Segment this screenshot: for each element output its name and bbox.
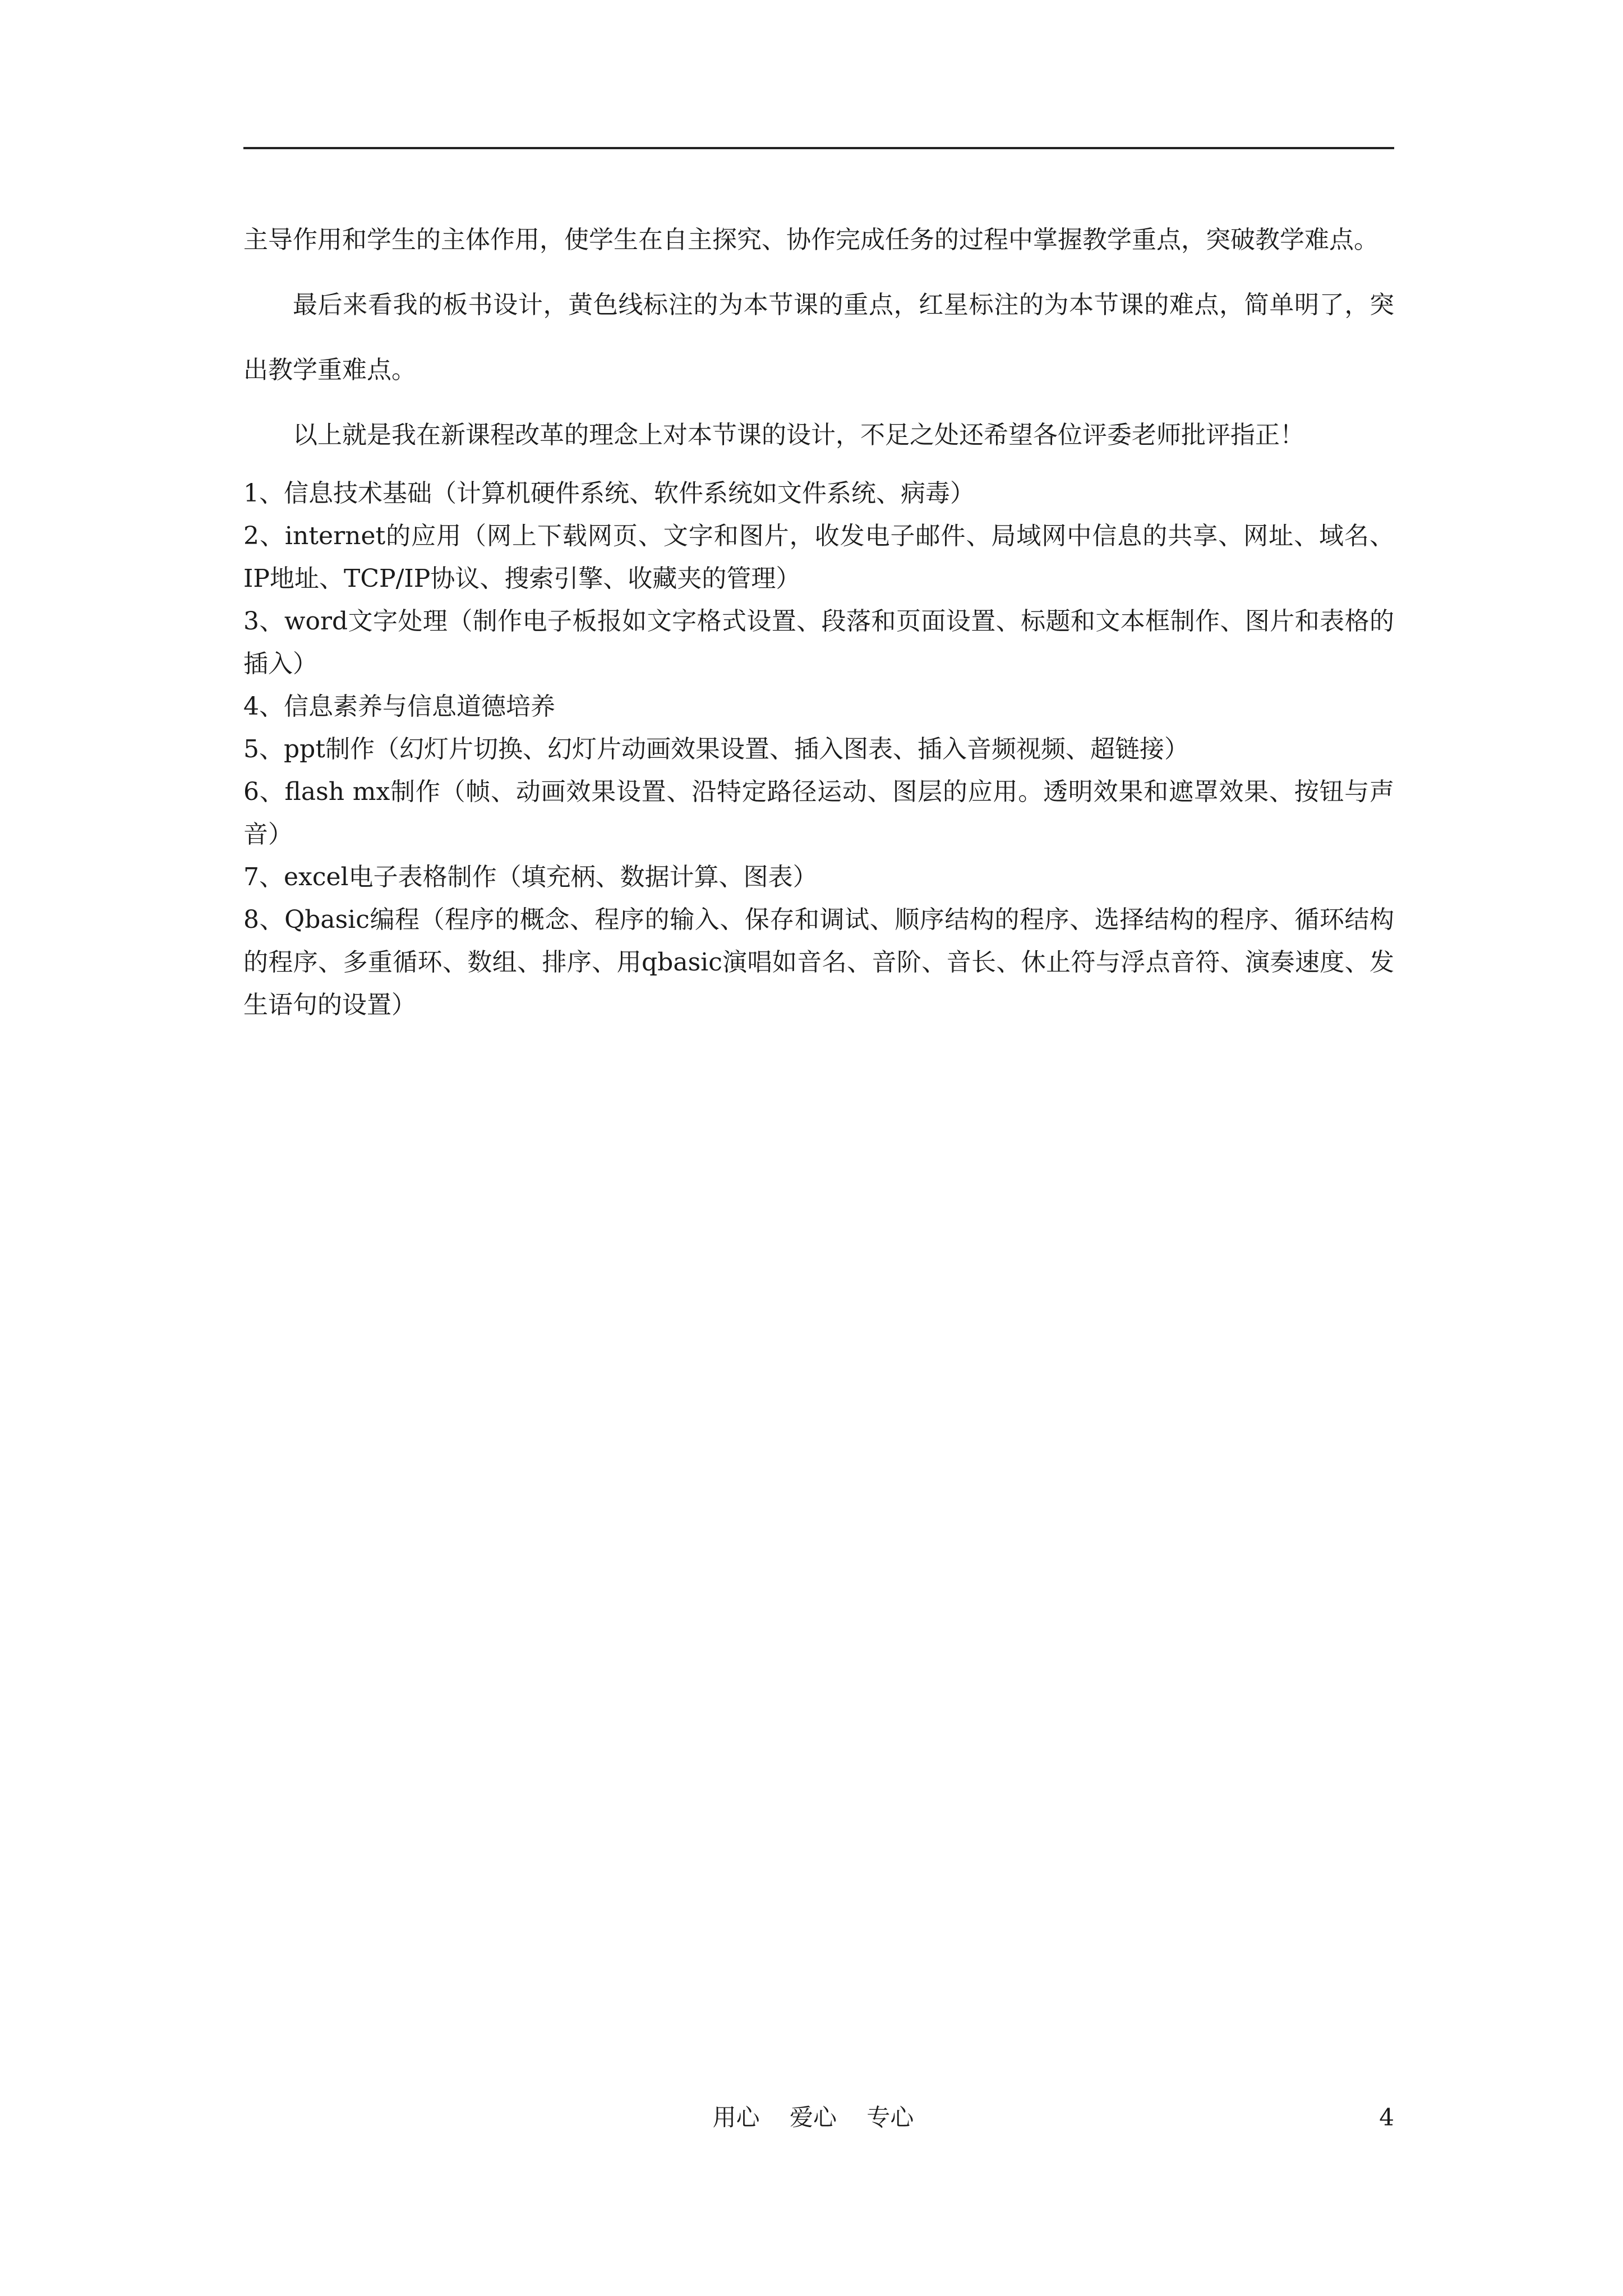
page-number: 4	[1379, 2104, 1394, 2131]
list-item: 1、信息技术基础（计算机硬件系统、软件系统如文件系统、病毒）	[243, 479, 975, 508]
footer-motto: 用心 爱心 专心	[712, 2104, 914, 2131]
paragraph-blackboard-design: 最后来看我的板书设计，黄色线标注的为本节课的重点，红星标注的为本节课的难点，简单明了，突出教学重难点。	[243, 291, 1394, 384]
list-item: 4、信息素养与信息道德培养	[243, 692, 555, 721]
list-item: 5、ppt制作（幻灯片切换、幻灯片动画效果设置、插入图表、插入音频视频、超链接）	[243, 735, 1189, 763]
header-rule	[243, 147, 1394, 149]
list-item: 3、word文字处理（制作电子板报如文字格式设置、段落和页面设置、标题和文本框制作、图片和表格的插入）	[243, 607, 1394, 678]
document-body	[243, 208, 1394, 1027]
paragraph-teaching-method: 主导作用和学生的主体作用，使学生在自主探究、协作完成任务的过程中掌握教学重点，突破教学难点。	[243, 226, 1378, 254]
list-item: 2、internet的应用（网上下载网页、文字和图片，收发电子邮件、局域网中信息的共享、网址、域名、IP地址、TCP/IP协议、搜索引擎、收藏夹的管理）	[243, 522, 1394, 593]
topic-list	[243, 472, 1394, 1027]
list-item: 7、excel电子表格制作（填充柄、数据计算、图表）	[243, 863, 818, 891]
list-item: 6、flash mx制作（帧、动画效果设置、沿特定路径运动、图层的应用。透明效果和遮罩效果、按钮与声音）	[243, 777, 1394, 849]
list-item: 8、Qbasic编程（程序的概念、程序的输入、保存和调试、顺序结构的程序、选择结构的程序、循环结构的程序、多重循环、数组、排序、用qbasic演唱如音名、音阶、音长、休止符与浮点音符、演奏速度、发生语句的设置）	[243, 905, 1394, 1019]
paragraph-conclusion: 以上就是我在新课程改革的理念上对本节课的设计，不足之处还希望各位评委老师批评指正！	[293, 421, 1304, 449]
